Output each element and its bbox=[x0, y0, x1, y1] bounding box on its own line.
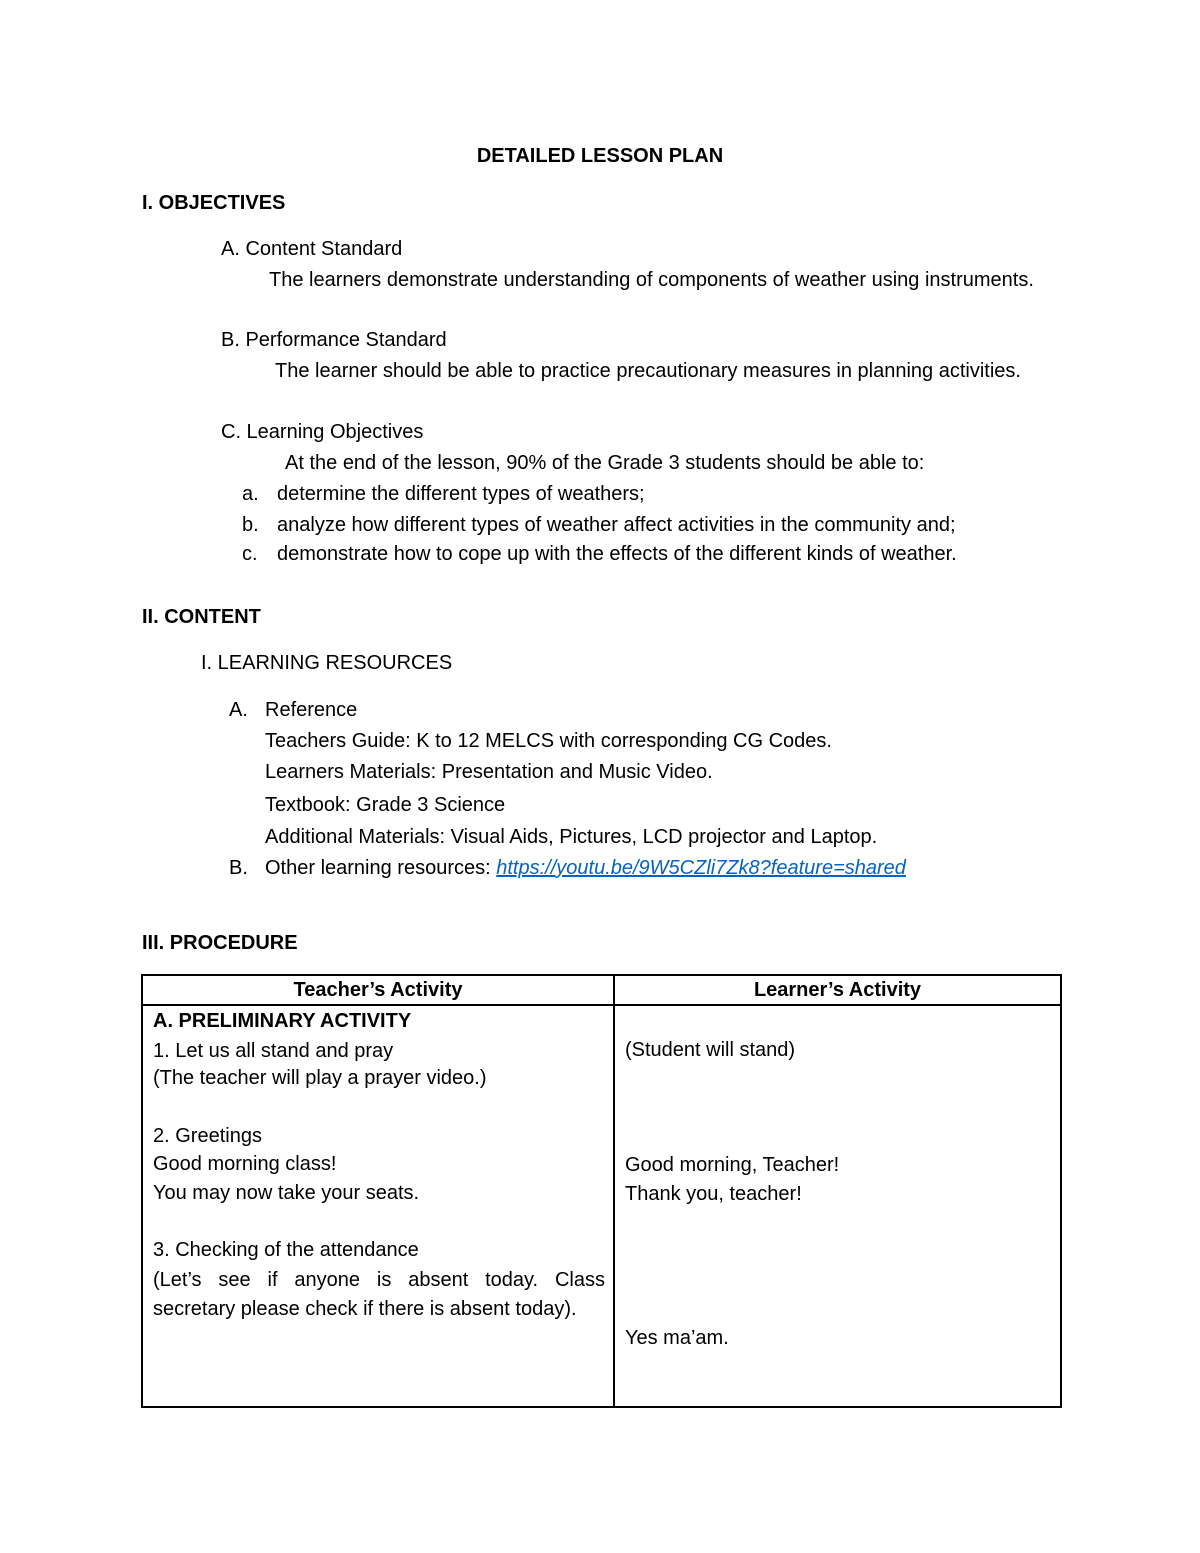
objective-item: determine the different types of weathers; bbox=[277, 483, 645, 505]
performance-standard-label: B. Performance Standard bbox=[221, 329, 447, 351]
reference-line: Textbook: Grade 3 Science bbox=[265, 794, 506, 816]
reference-label: Reference bbox=[265, 699, 358, 721]
learner-response: Good morning, Teacher! bbox=[625, 1154, 840, 1176]
content-heading: II. CONTENT bbox=[142, 606, 261, 628]
reference-line: Learners Materials: Presentation and Music Video. bbox=[265, 761, 713, 783]
preliminary-activity-heading: A. PRELIMINARY ACTIVITY bbox=[153, 1010, 412, 1032]
page-title: DETAILED LESSON PLAN bbox=[476, 145, 724, 167]
objective-item: analyze how different types of weather affect activities in the community and; bbox=[277, 514, 956, 536]
objective-marker: b. bbox=[242, 514, 259, 536]
teacher-note: (The teacher will play a prayer video.) bbox=[153, 1067, 487, 1089]
objective-item: demonstrate how to cope up with the effects of the different kinds of weather. bbox=[277, 543, 957, 565]
objective-marker: a. bbox=[242, 483, 259, 505]
objectives-heading: I. OBJECTIVES bbox=[142, 192, 286, 214]
reference-line: Teachers Guide: K to 12 MELCS with corresponding CG Codes. bbox=[265, 730, 832, 752]
teacher-line: You may now take your seats. bbox=[153, 1182, 420, 1204]
teacher-step: 2. Greetings bbox=[153, 1125, 262, 1147]
learner-activity-cell bbox=[614, 1005, 1061, 1407]
content-standard-text: The learners demonstrate understanding of components of weather using instruments. bbox=[269, 269, 1034, 291]
learner-response: (Student will stand) bbox=[625, 1039, 796, 1061]
teacher-step: 3. Checking of the attendance bbox=[153, 1239, 419, 1261]
procedure-heading: III. PROCEDURE bbox=[142, 932, 298, 954]
other-resources-marker: B. bbox=[229, 857, 248, 879]
teacher-step: 1. Let us all stand and pray bbox=[153, 1040, 394, 1062]
column-header-learner: Learner’s Activity bbox=[614, 975, 1061, 1005]
reference-marker: A. bbox=[229, 699, 248, 721]
teacher-line: Good morning class! bbox=[153, 1153, 337, 1175]
procedure-table bbox=[141, 974, 1062, 1408]
teacher-note: (Let’s see if anyone is absent today. Class secretary please check if there is absent today). bbox=[153, 1269, 605, 1320]
other-resources-label: Other learning resources: bbox=[265, 857, 491, 879]
objective-marker: c. bbox=[242, 543, 258, 565]
other-resources-row bbox=[265, 854, 906, 882]
teacher-activity-cell bbox=[142, 1005, 614, 1407]
learning-resources-heading: I. LEARNING RESOURCES bbox=[201, 652, 453, 674]
content-standard-label: A. Content Standard bbox=[221, 238, 403, 260]
learning-objectives-label: C. Learning Objectives bbox=[221, 421, 424, 443]
learner-response: Yes ma’am. bbox=[625, 1327, 729, 1349]
resource-link[interactable]: https://youtu.be/9W5CZli7Zk8?feature=shared bbox=[496, 857, 906, 879]
column-header-teacher: Teacher’s Activity bbox=[142, 975, 614, 1005]
learning-objectives-intro: At the end of the lesson, 90% of the Grade 3 students should be able to: bbox=[285, 452, 925, 474]
reference-line: Additional Materials: Visual Aids, Pictures, LCD projector and Laptop. bbox=[265, 826, 878, 848]
learner-response: Thank you, teacher! bbox=[625, 1183, 802, 1205]
performance-standard-text: The learner should be able to practice precautionary measures in planning activities. bbox=[275, 360, 1021, 382]
